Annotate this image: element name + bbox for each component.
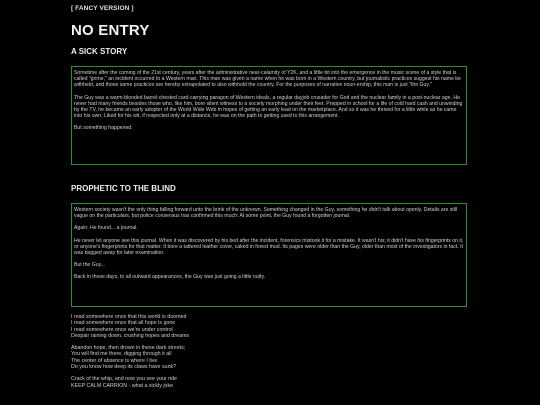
story-paragraph: Western society wasn't the only thing falling forward unto the brink of the unknown. Something changed in the Guy, something he didn't talk about openly. Details are still vague on the particulars, but police consensus has confirmed this much: At some point, the Guy found a forgotten journal. <box>74 207 458 220</box>
story-box-prophetic <box>71 203 467 307</box>
section-heading-prophetic: PROPHETIC TO THE BLIND <box>71 184 176 193</box>
story-box-sick-story <box>71 66 467 165</box>
poem-line: I read somewhere once that all hope is gone <box>71 320 176 327</box>
section-heading-sick-story: A SICK STORY <box>71 47 128 56</box>
poem-stanza <box>71 345 467 370</box>
story-paragraph: Back in those days, to all outward appearances, the Guy was just going a little nutty. <box>74 274 266 281</box>
poem-line: You will find me there, digging through it all <box>71 351 172 358</box>
poem-line: I read somewhere once we're under control <box>71 326 173 333</box>
story-paragraph: Sometime after the coming of the 21st century, years after the administrative near-calamity of Y2K, and a little bit into the emergence in the music scene of a style that is called "grime," an incident occurred to a Western man. This man was given a name when he was born in a Western country, but journalistic practices suggest his name be withheld, and those same practices are hereby extrapolated to also withhold the country. For the purposes of narrative noun-ership, this man is just "the Guy." <box>74 70 462 89</box>
poem-line: The center of absence is where I live <box>71 357 158 364</box>
page-title: NO ENTRY <box>71 22 150 39</box>
story-paragraph: But something happened. <box>74 125 133 132</box>
poem-line: Despair raining down, crushing hopes and dreams <box>71 332 190 339</box>
fancy-version-link[interactable]: [ FANCY VERSION ] <box>71 5 134 12</box>
poem <box>71 314 467 395</box>
poem-line: Do you know how deep its claws have sunk? <box>71 364 177 371</box>
poem-stanza <box>71 314 467 339</box>
page <box>71 0 471 405</box>
poem-line: KEEP CALM CARRION - what a sickly joke <box>71 382 174 389</box>
poem-line: Crack of the whip, and now you see your ride <box>71 376 177 383</box>
story-paragraph: Again: He found... a journal. <box>74 225 138 232</box>
poem-line: Abandon hope, then drown in these dark streets; <box>71 345 186 352</box>
story-paragraph: The Guy was a warm-blooded barrel-chested card-carrying paragon of Western ideals, a regular dayjob crusader for God and the nuclear family in a post-nuclear age. He never had many friends besides those who, like him, bore silent witness to a society morphing under their feet. Prepped in school for a life of cold hard cash and unwinding by the TV, he became an early adopter of the World Wide Web in hopes of getting an early lead on the marketplace. And so it was he thrived for a little while as he came into his own. Liked for his wit, if respected only at a distance, he was on the path to getting used to this arrangement. <box>74 94 463 120</box>
story-paragraph: He never let anyone see this journal. When it was discovered by his bed after the incident, forensics mistook it for a mistake. It wasn't his; it didn't have his fingerprints on it, or anyone's fingerprints for that matter. It bore a tattered leather cover, caked in forest mud. Its pages were older than the Guy, older than most of the investigators in fact. It was bagged away for later examination. <box>74 237 464 257</box>
poem-line: I read somewhere once that this world is doomed <box>71 314 187 320</box>
story-paragraph: But the Guy... <box>74 262 106 269</box>
poem-stanza <box>71 376 467 389</box>
